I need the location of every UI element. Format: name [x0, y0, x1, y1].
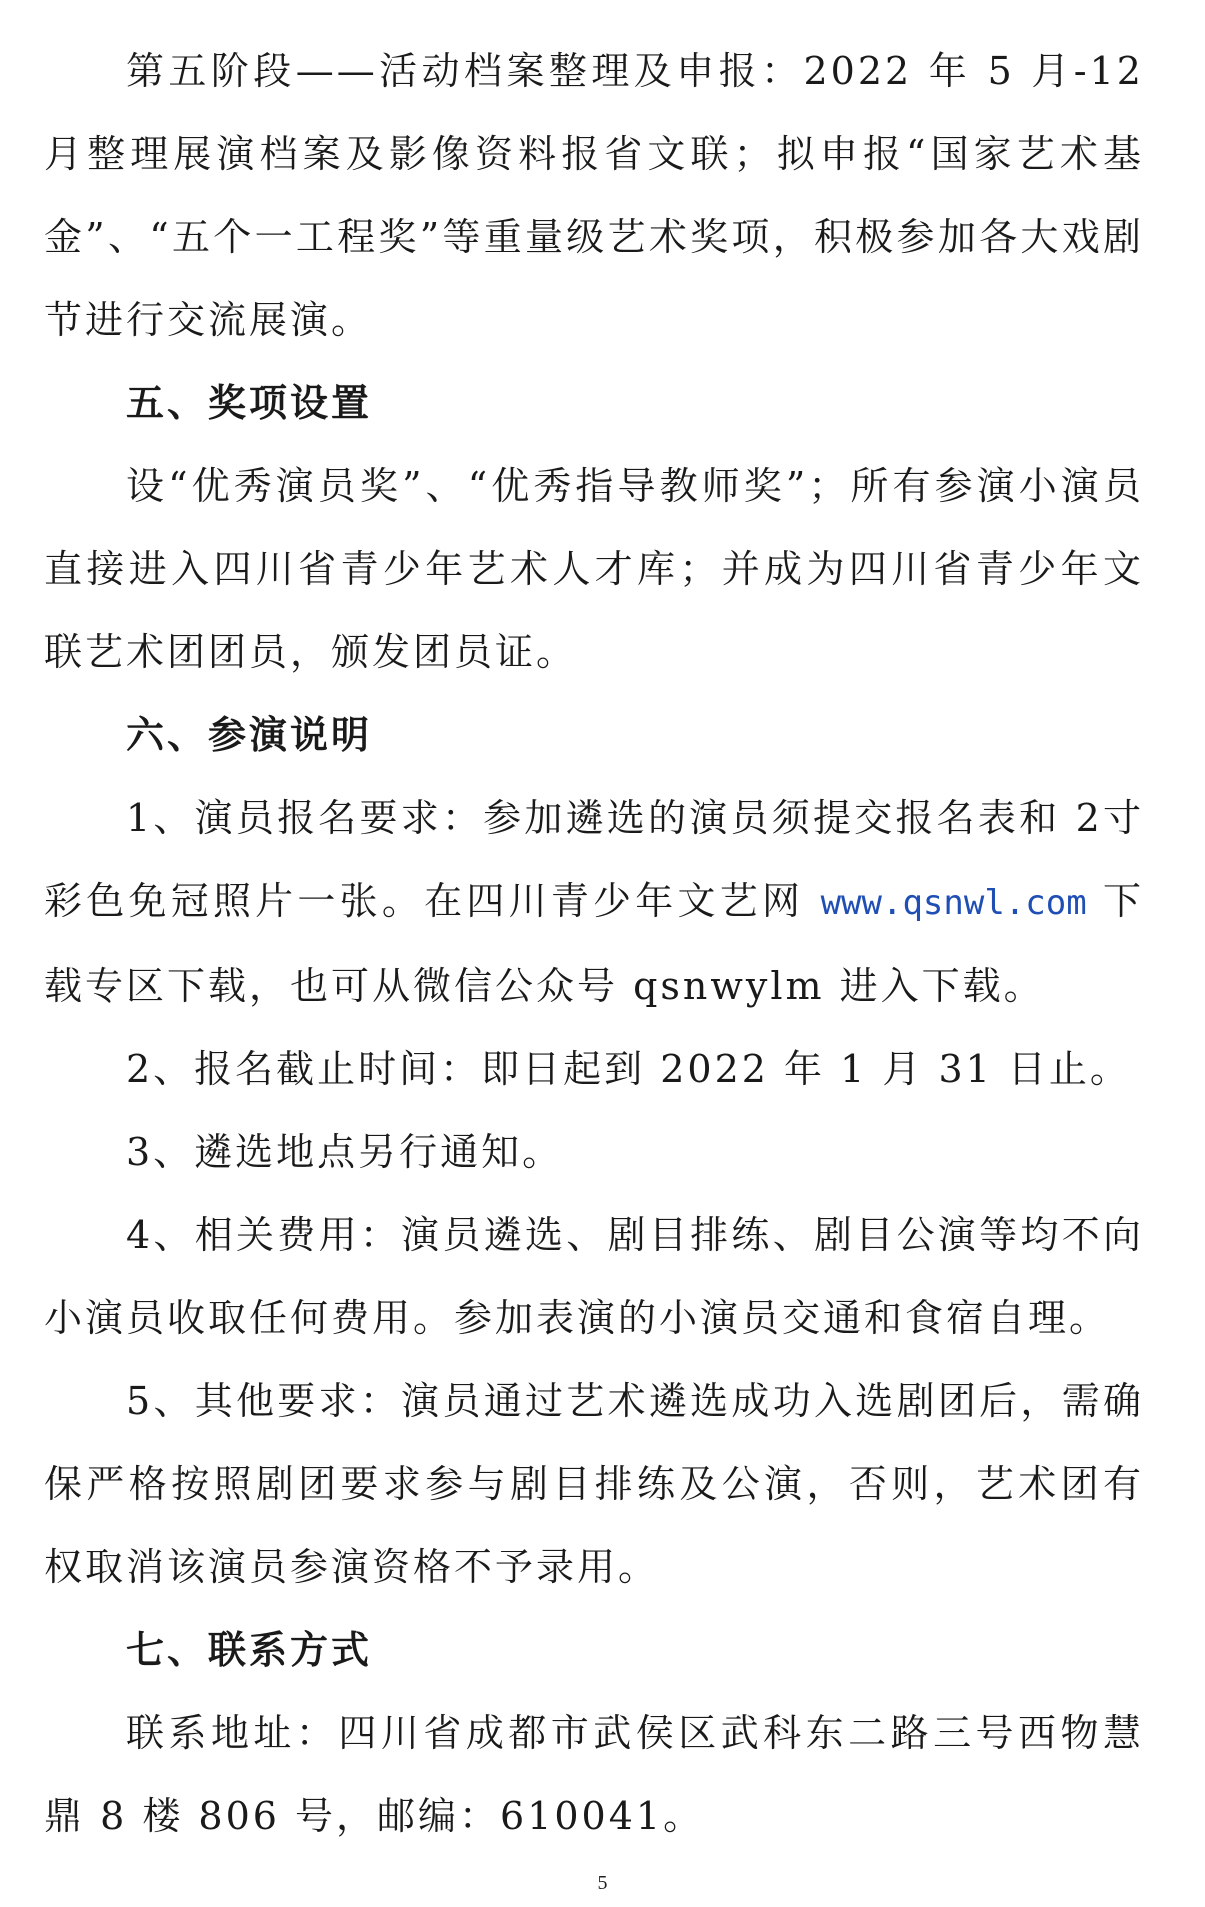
page-number: 5 [597, 1872, 608, 1894]
paragraph-location: 3、遴选地点另行通知。 [126, 1130, 564, 1174]
website-link[interactable]: www.qsnwl.com [820, 883, 1087, 923]
section-heading-instructions: 六、参演说明 [126, 713, 373, 757]
registration-text-after: 下载专区下载，也可从微信公众号 qsnwylm 进入下载。 [44, 879, 1144, 1008]
section-heading-awards: 五、奖项设置 [126, 381, 373, 425]
paragraph-stage-five: 第五阶段——活动档案整理及申报：2022 年 5 月-12 月整理展演档案及影像资料报省文联；拟申报“国家艺术基金”、“五个一工程奖”等重量级艺术奖项，积极参加各大戏剧节进行交流展演。 [44, 49, 1144, 342]
registration-text-before: 1、演员报名要求：参加遴选的演员须提交报名表和 2寸彩色免冠照片一张。在四川青少年文艺网 [44, 796, 1144, 923]
paragraph-fees: 4、相关费用：演员遴选、剧目排练、剧目公演等均不向小演员收取任何费用。参加表演的小演员交通和食宿自理。 [44, 1213, 1144, 1340]
paragraph-awards: 设“优秀演员奖”、“优秀指导教师奖”；所有参演小演员直接进入四川省青少年艺术人才库；并成为四川省青少年文联艺术团团员，颁发团员证。 [44, 464, 1144, 674]
paragraph-other-requirements: 5、其他要求：演员通过艺术遴选成功入选剧团后，需确保严格按照剧团要求参与剧目排练及公演，否则，艺术团有权取消该演员参演资格不予录用。 [44, 1379, 1144, 1589]
section-heading-contact: 七、联系方式 [126, 1628, 373, 1672]
document-body [44, 30, 1144, 1858]
paragraph-registration-requirements [44, 777, 1144, 1028]
paragraph-contact-address: 联系地址：四川省成都市武侯区武科东二路三号西物慧鼎 8 楼 806 号，邮编：610041。 [44, 1711, 1144, 1838]
paragraph-deadline: 2、报名截止时间：即日起到 2022 年 1 月 31 日止。 [126, 1047, 1131, 1091]
